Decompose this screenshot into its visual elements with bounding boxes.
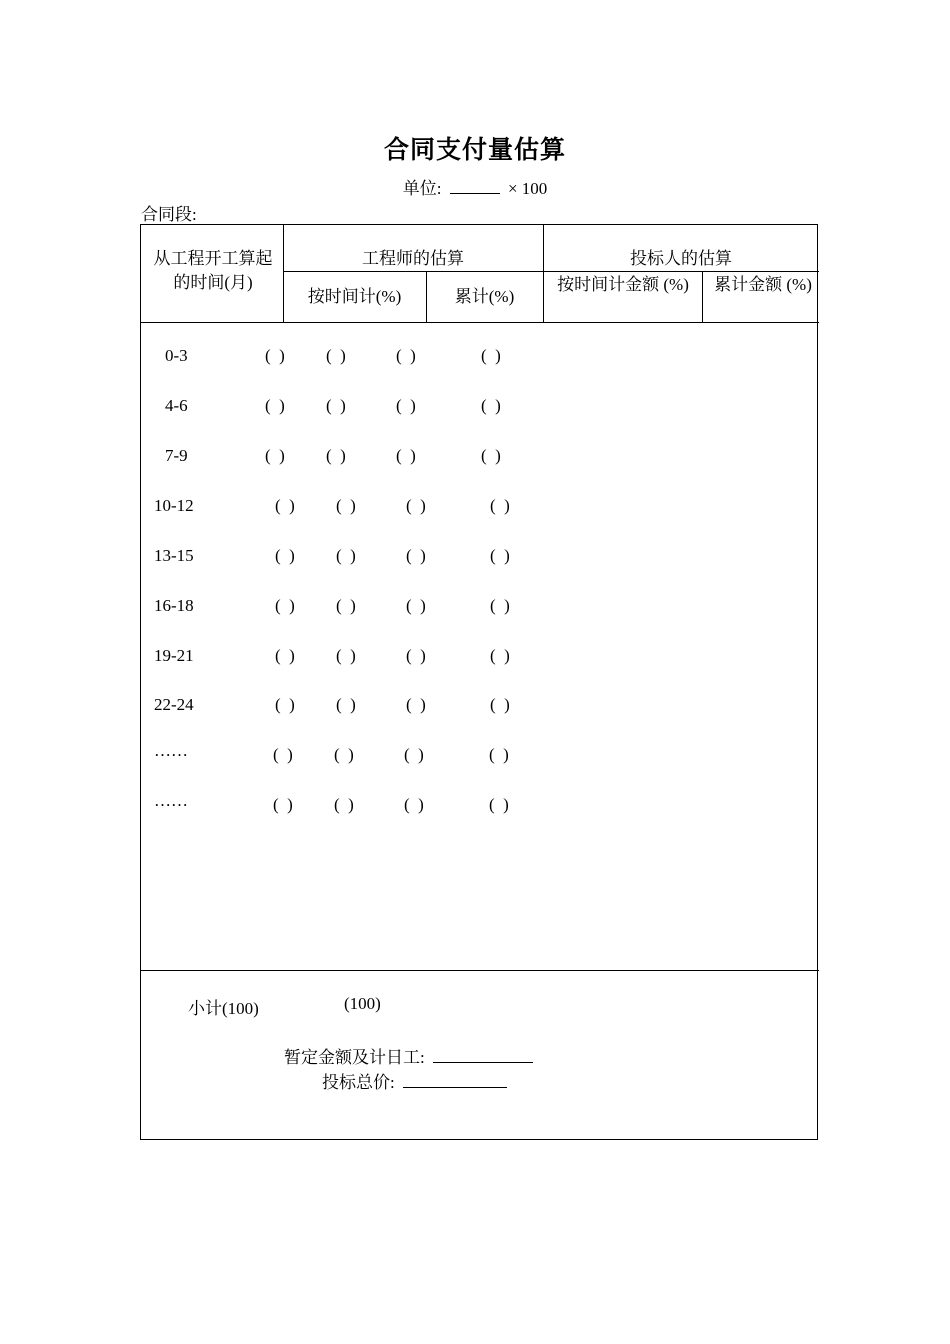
header-time-column: 从工程开工算起的时间(月) <box>153 249 273 292</box>
provisional-sum-blank[interactable] <box>433 1048 533 1063</box>
page-title: 合同支付量估算 <box>383 136 566 164</box>
header-engineer-cumulative: 累计(%) <box>454 287 515 306</box>
subtotal-label: 小计(100) <box>188 999 259 1018</box>
unit-suffix: × 100 <box>507 179 548 198</box>
row-period: 4-6 <box>165 396 188 415</box>
col-divider-4 <box>702 271 703 322</box>
bidder-by-time-blank[interactable]: ( ) <box>396 346 416 365</box>
row-period: …… <box>154 741 188 760</box>
bidder-cumulative-blank[interactable]: ( ) <box>490 646 510 665</box>
row-period: …… <box>154 791 188 810</box>
estimate-table <box>140 224 818 1140</box>
row-period: 19-21 <box>154 646 194 665</box>
engineer-cumulative-blank[interactable]: ( ) <box>336 695 356 714</box>
engineer-by-time-blank[interactable]: ( ) <box>273 795 293 814</box>
unit-blank[interactable] <box>450 177 500 194</box>
engineer-by-time-blank[interactable]: ( ) <box>275 596 295 615</box>
row-period: 16-18 <box>154 596 194 615</box>
row-period: 22-24 <box>154 695 194 714</box>
bidder-by-time-blank[interactable]: ( ) <box>404 795 424 814</box>
bidder-cumulative-blank[interactable]: ( ) <box>490 546 510 565</box>
contract-section-label: 合同段: <box>141 205 197 224</box>
bidder-cumulative-blank[interactable]: ( ) <box>481 346 501 365</box>
engineer-cumulative-blank[interactable]: ( ) <box>326 346 346 365</box>
engineer-by-time-blank[interactable]: ( ) <box>275 496 295 515</box>
bidder-by-time-blank[interactable]: ( ) <box>406 496 426 515</box>
engineer-by-time-blank[interactable]: ( ) <box>265 346 285 365</box>
bidder-by-time-blank[interactable]: ( ) <box>404 745 424 764</box>
engineer-cumulative-blank[interactable]: ( ) <box>336 646 356 665</box>
engineer-cumulative-blank[interactable]: ( ) <box>336 546 356 565</box>
unit-label: 单位: <box>402 179 442 198</box>
engineer-cumulative-blank[interactable]: ( ) <box>336 496 356 515</box>
subtotal-value: (100) <box>344 994 381 1013</box>
row-period: 7-9 <box>165 446 188 465</box>
total-bid-price-blank[interactable] <box>403 1073 507 1088</box>
provisional-sum-label: 暂定金额及计日工: <box>284 1048 425 1067</box>
row-period: 10-12 <box>154 496 194 515</box>
engineer-cumulative-blank[interactable]: ( ) <box>334 795 354 814</box>
bidder-by-time-blank[interactable]: ( ) <box>406 646 426 665</box>
bidder-cumulative-blank[interactable]: ( ) <box>490 695 510 714</box>
engineer-cumulative-blank[interactable]: ( ) <box>326 396 346 415</box>
engineer-by-time-blank[interactable]: ( ) <box>273 745 293 764</box>
footer-top-line <box>141 970 819 971</box>
bidder-by-time-blank[interactable]: ( ) <box>396 446 416 465</box>
row-period: 13-15 <box>154 546 194 565</box>
bidder-by-time-blank[interactable]: ( ) <box>406 596 426 615</box>
bidder-by-time-blank[interactable]: ( ) <box>406 695 426 714</box>
row-period: 0-3 <box>165 346 188 365</box>
header-bottom-line <box>141 322 819 323</box>
engineer-by-time-blank[interactable]: ( ) <box>265 396 285 415</box>
bidder-cumulative-blank[interactable]: ( ) <box>481 446 501 465</box>
bidder-by-time-blank[interactable]: ( ) <box>396 396 416 415</box>
engineer-cumulative-blank[interactable]: ( ) <box>336 596 356 615</box>
engineer-cumulative-blank[interactable]: ( ) <box>334 745 354 764</box>
header-bidder-by-time: 按时间计金额 (%) <box>557 275 689 294</box>
header-engineer-by-time: 按时间计(%) <box>307 287 402 306</box>
total-bid-price-line <box>322 1068 507 1093</box>
engineer-by-time-blank[interactable]: ( ) <box>265 446 285 465</box>
header-bidder-group: 投标人的估算 <box>630 249 732 268</box>
header-subdivider <box>283 271 819 272</box>
unit-line <box>0 174 950 199</box>
bidder-cumulative-blank[interactable]: ( ) <box>490 596 510 615</box>
bidder-by-time-blank[interactable]: ( ) <box>406 546 426 565</box>
header-engineer-group: 工程师的估算 <box>362 249 464 268</box>
total-bid-price-label: 投标总价: <box>322 1073 395 1092</box>
engineer-by-time-blank[interactable]: ( ) <box>275 546 295 565</box>
bidder-cumulative-blank[interactable]: ( ) <box>481 396 501 415</box>
bidder-cumulative-blank[interactable]: ( ) <box>490 496 510 515</box>
engineer-by-time-blank[interactable]: ( ) <box>275 695 295 714</box>
bidder-cumulative-blank[interactable]: ( ) <box>489 795 509 814</box>
header-bidder-cumulative: 累计金额 (%) <box>714 275 812 294</box>
provisional-sum-line <box>284 1043 533 1068</box>
col-divider-2 <box>543 225 544 322</box>
bidder-cumulative-blank[interactable]: ( ) <box>489 745 509 764</box>
engineer-cumulative-blank[interactable]: ( ) <box>326 446 346 465</box>
engineer-by-time-blank[interactable]: ( ) <box>275 646 295 665</box>
